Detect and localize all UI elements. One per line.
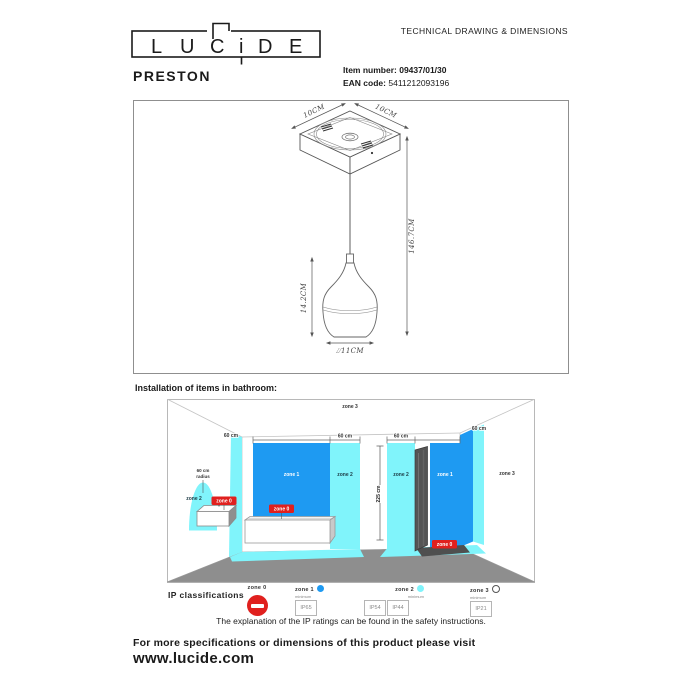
- dim-total-height: 146.7CM: [408, 218, 416, 254]
- logo-letter: L: [151, 36, 163, 58]
- ip-classifications-row: [167, 585, 535, 617]
- zone0-tub-badge: zone 0: [273, 506, 290, 513]
- logo-letter: E: [289, 36, 303, 58]
- ip-zone3-minimum: minimum: [470, 595, 487, 600]
- ip-classifications-title: IP classifications: [168, 590, 245, 600]
- product-name: PRESTON: [133, 68, 211, 84]
- lucide-logo: [131, 18, 323, 68]
- ceiling-canopy: [300, 111, 400, 174]
- footer-url: www.lucide.com: [133, 650, 255, 667]
- zone2-left-label: zone 2: [337, 472, 353, 478]
- technical-drawing-panel: [133, 100, 569, 374]
- zone2-right-label: zone 2: [393, 472, 409, 478]
- item-number-label: Item number:: [343, 65, 397, 75]
- ip-zone1-minimum: minimum: [295, 594, 312, 599]
- height-dim-label: 225 cm: [376, 485, 382, 503]
- dim-width-left: 10CM: [302, 102, 327, 120]
- ip65-box: IP65: [295, 600, 317, 616]
- dim-width-right: 10CM: [373, 102, 398, 120]
- dim-shade-height: 14.2CM: [300, 282, 308, 314]
- ip-zone2: [364, 585, 424, 616]
- ip-note: The explanation of the IP ratings can be found in the safety instructions.: [216, 616, 486, 626]
- zone0-shower-badge: zone 0: [436, 542, 453, 549]
- bathroom-diagram-panel: [167, 399, 535, 583]
- ip-zone0-label: zone 0: [247, 585, 267, 591]
- item-number-value: 09437/01/30: [399, 65, 447, 75]
- bathroom-section-title: Installation of items in bathroom:: [135, 383, 278, 393]
- ip-zone1: [295, 585, 324, 616]
- pendant-lamp-drawing: [134, 101, 568, 373]
- zone3-ceiling-label: zone 3: [342, 404, 358, 410]
- radius-label-word: radius: [196, 474, 210, 479]
- ip54-box: IP54: [364, 600, 386, 616]
- logo-letter: i: [239, 36, 244, 58]
- zone2-dot-icon: [417, 585, 424, 592]
- zone1-dot-icon: [317, 585, 324, 592]
- zone3-wall-label: zone 3: [499, 471, 515, 477]
- dim60-right-label: 60 cm: [393, 433, 409, 440]
- bathroom-zones-diagram: [167, 399, 535, 583]
- ean-label: EAN code:: [343, 77, 386, 88]
- shower-partition: [415, 447, 428, 552]
- ean-row: [343, 77, 449, 90]
- ip21-box: IP21: [470, 601, 492, 617]
- footer-text: For more specifications or dimensions of this product please visit: [133, 637, 476, 649]
- dim-diameter: ⌰11CM: [335, 347, 365, 355]
- dim60-corner-right-label: 60 cm: [471, 426, 487, 432]
- item-info: [343, 64, 449, 89]
- ip-zone2-minimum: minimum: [407, 594, 424, 599]
- dim60-corner-left-label: 60 cm: [223, 433, 239, 439]
- logo-letter: C: [210, 36, 225, 58]
- dim60-left-label: 60 cm: [337, 433, 353, 440]
- zone1-right-label: zone 1: [437, 472, 453, 478]
- ip-zone3-label: zone 3: [470, 588, 489, 594]
- logo-letter: D: [258, 36, 273, 58]
- ean-value: 5411212093196: [388, 77, 450, 88]
- document-title: TECHNICAL DRAWING & DIMENSIONS: [400, 26, 568, 36]
- zone1-left-label: zone 1: [283, 472, 300, 478]
- radius-label-value: 60 cm: [196, 468, 210, 473]
- zone3-dot-icon: [492, 585, 500, 593]
- ip-zone3: [470, 585, 500, 617]
- lamp-socket: [347, 254, 354, 263]
- zone0-sink-badge: zone 0: [216, 498, 232, 505]
- item-number-row: [343, 64, 449, 77]
- ip-zone2-label: zone 2: [395, 587, 414, 593]
- ip44-box: IP44: [387, 600, 409, 616]
- zone2-sink-label: zone 2: [186, 496, 202, 502]
- lamp-shade: [323, 263, 377, 337]
- ip-zone0: [235, 585, 279, 616]
- sink: [197, 504, 236, 527]
- logo-letter: U: [180, 36, 195, 58]
- bathtub: [245, 517, 335, 544]
- no-entry-icon: [247, 595, 268, 616]
- ip-zone1-label: zone 1: [295, 587, 314, 593]
